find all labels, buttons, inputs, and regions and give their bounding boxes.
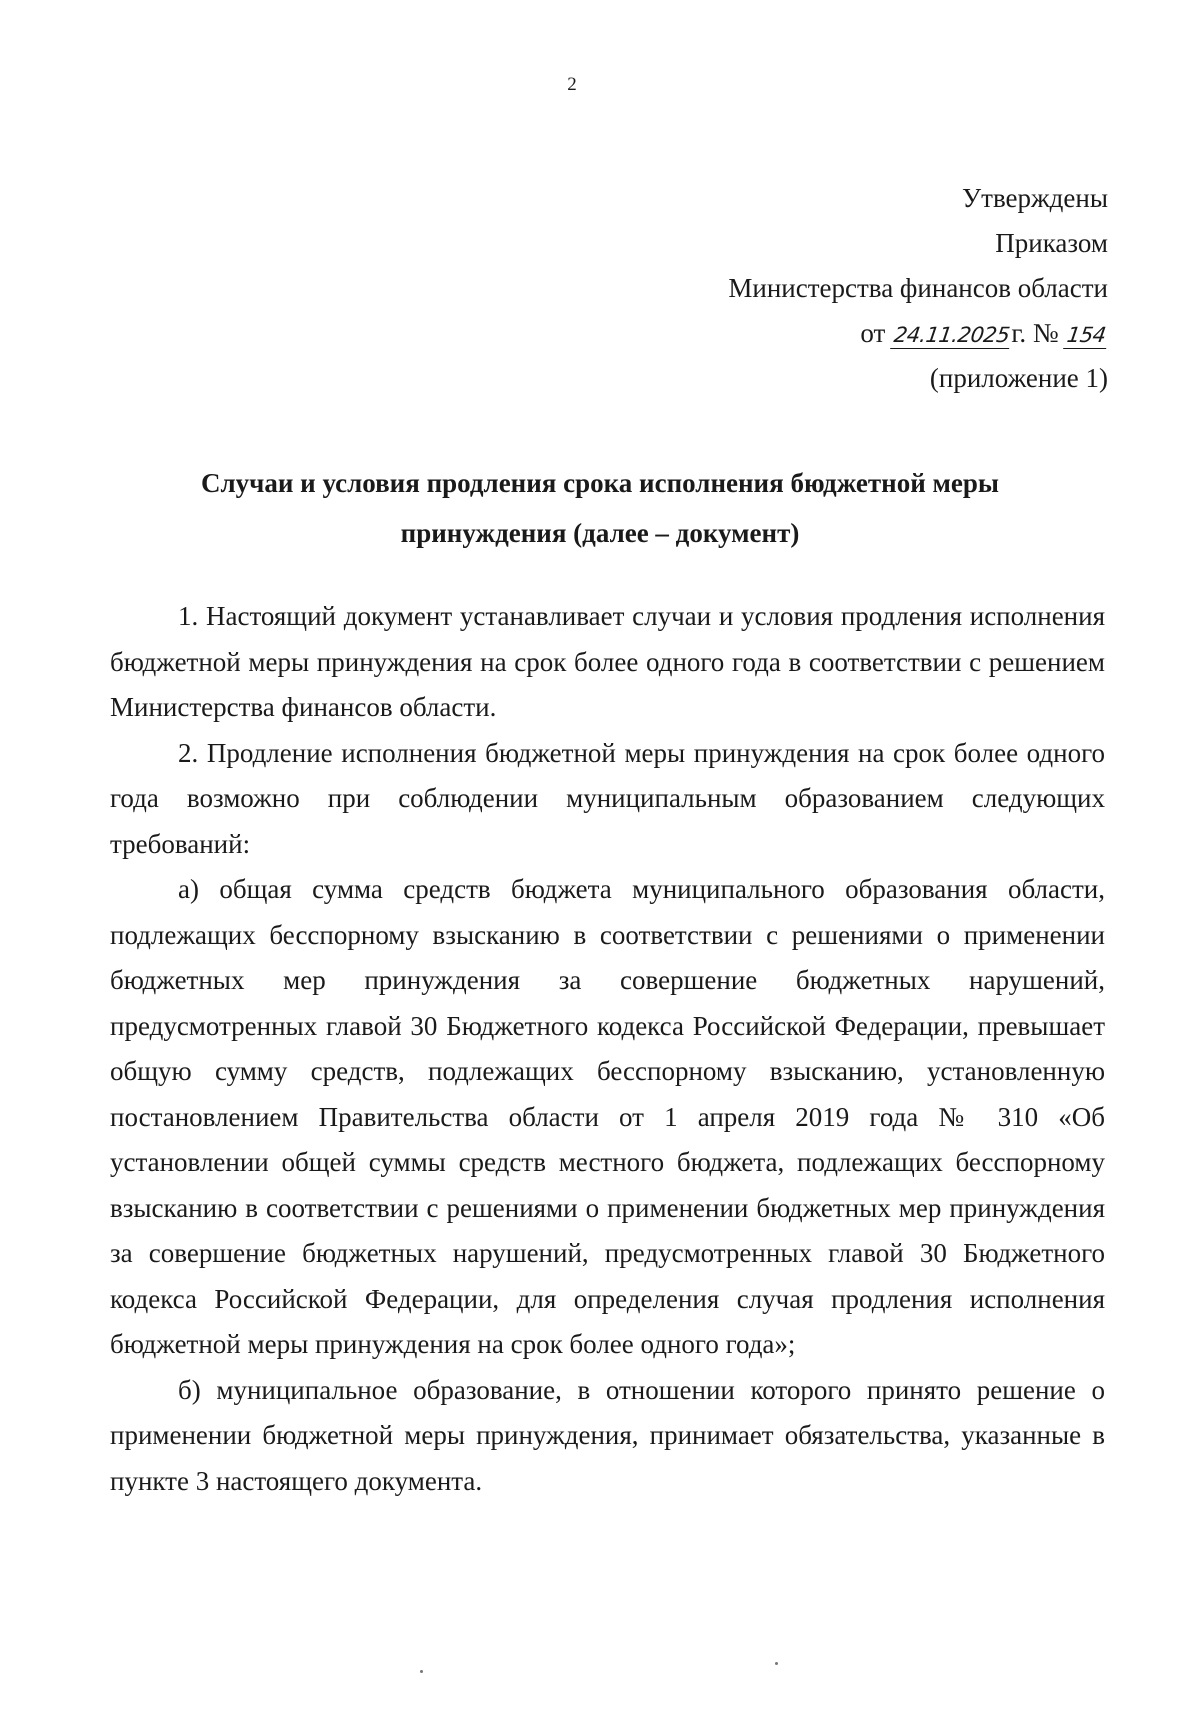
document-body bbox=[110, 594, 1105, 1504]
date-suffix: г. № bbox=[1011, 318, 1059, 348]
approval-line-order: Приказом bbox=[995, 228, 1108, 258]
handwritten-date: 24.11.2025 bbox=[890, 322, 1013, 349]
date-prefix: от bbox=[860, 318, 886, 348]
paragraph-2a: а) общая сумма средств бюджета муниципального образования области, подлежащих бесспорному взысканию в соответствии с решениями о применении бюджетных мер принуждения за совершение бюджетных нарушений, предусмотренных главой 30 Бюджетного кодекса Российской Федерации, превышает общую сумму средств, подлежащих бесспорному взысканию, установленную постановлением Правительства области от 1 апреля 2019 года № 310 «Об установлении общей суммы средств местного бюджета, подлежащих бесспорному взысканию в соответствии с решениями о применении бюджетных мер принуждения за совершение бюджетных нарушений, предусмотренных главой 30 Бюджетного кодекса Российской Федерации, для определения случая продления исполнения бюджетной меры принуждения на срок более одного года»; bbox=[110, 874, 1105, 1359]
handwritten-order-number: 154 bbox=[1064, 322, 1110, 349]
paragraph-2: 2. Продление исполнения бюджетной меры принуждения на срок более одного года возможно при соблюдении муниципальным образованием следующих требований: bbox=[110, 737, 1105, 859]
paragraph-2b: б) муниципальное образование, в отношении которого принято решение о применении бюджетной меры принуждения, принимает обязательства, указанные в пункте 3 настоящего документа. bbox=[110, 1374, 1105, 1496]
approval-line-date bbox=[548, 311, 1108, 356]
document-title: Случаи и условия продления срока исполнения бюджетной меры принуждения (далее – документ) bbox=[200, 468, 1000, 548]
approval-line-ministry: Министерства финансов области bbox=[728, 273, 1108, 303]
approval-line-appendix: (приложение 1) bbox=[929, 363, 1108, 393]
approval-block bbox=[548, 176, 1108, 401]
paragraph-1: 1. Настоящий документ устанавливает случаи и условия продления исполнения бюджетной меры принуждения на срок более одного года в соответствии с решением Министерства финансов области. bbox=[110, 601, 1105, 722]
scan-speck bbox=[420, 1670, 423, 1673]
approval-line-approved: Утверждены bbox=[962, 183, 1108, 213]
page-number: 2 bbox=[567, 74, 577, 95]
scan-speck bbox=[775, 1662, 778, 1665]
